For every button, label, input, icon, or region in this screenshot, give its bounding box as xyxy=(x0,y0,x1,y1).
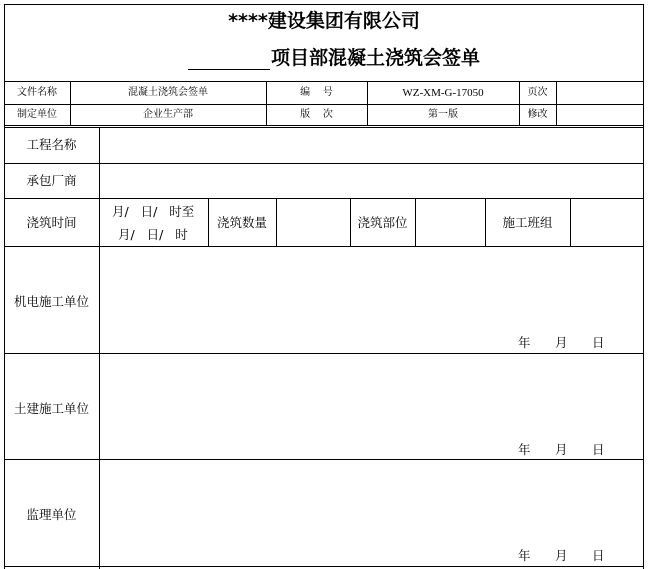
version-label: 版 次 xyxy=(300,109,333,120)
pour-time-start[interactable]: 月/ 日/ 时至 xyxy=(112,204,195,219)
revise-label: 修改 xyxy=(527,109,548,120)
frame-top xyxy=(4,4,644,5)
company-name: ****建设集团有限公司 xyxy=(228,10,420,32)
number-label: 编 号 xyxy=(300,87,333,98)
signoff-label-mep: 机电施工单位 xyxy=(13,294,89,309)
divider xyxy=(4,81,644,82)
divider xyxy=(556,81,557,126)
signoff-year: 年 xyxy=(518,548,531,563)
divider xyxy=(4,163,644,164)
divider xyxy=(4,566,644,567)
pour-part-label: 浇筑部位 xyxy=(357,215,408,230)
project-name-label: 工程名称 xyxy=(26,137,77,152)
form-title: 项目部混凝土浇筑会签单 xyxy=(271,47,481,69)
signoff-month: 月 xyxy=(555,442,568,457)
signoff-year: 年 xyxy=(518,335,531,350)
divider xyxy=(276,198,277,246)
pour-qty-label: 浇筑数量 xyxy=(216,215,267,230)
file-name-value: 混凝土浇筑会签单 xyxy=(128,87,208,98)
divider xyxy=(4,104,644,105)
signoff-day: 日 xyxy=(592,442,605,457)
divider xyxy=(415,198,416,246)
project-name-field[interactable] xyxy=(104,139,638,155)
crew-label: 施工班组 xyxy=(502,215,553,230)
divider xyxy=(4,198,644,199)
signoff-month: 月 xyxy=(555,548,568,563)
signoff-day: 日 xyxy=(592,335,605,350)
signoff-label-supervision: 监理单位 xyxy=(26,507,77,522)
divider xyxy=(4,127,644,128)
signoff-day: 日 xyxy=(592,548,605,563)
frame-right xyxy=(643,4,644,569)
signoff-label-civil: 土建施工单位 xyxy=(13,401,89,416)
crew-field[interactable] xyxy=(574,217,640,233)
pour-time-end[interactable]: 月/ 日/ 时 xyxy=(118,227,188,242)
page-label: 页次 xyxy=(527,87,548,98)
version-value: 第一版 xyxy=(428,109,458,120)
number-value: WZ-XM-G-17050 xyxy=(402,87,484,99)
contractor-field[interactable] xyxy=(104,175,638,191)
pour-qty-field[interactable] xyxy=(280,217,346,233)
pour-time-label: 浇筑时间 xyxy=(26,215,77,230)
dept-value: 企业生产部 xyxy=(143,109,193,120)
signoff-year: 年 xyxy=(518,442,531,457)
dept-label: 制定单位 xyxy=(17,109,57,120)
pour-part-field[interactable] xyxy=(419,217,481,233)
signoff-month: 月 xyxy=(555,335,568,350)
title-blank-underline xyxy=(188,69,270,70)
file-name-label: 文件名称 xyxy=(17,87,57,98)
contractor-label: 承包厂商 xyxy=(26,173,77,188)
divider xyxy=(4,125,644,126)
divider xyxy=(570,198,571,246)
